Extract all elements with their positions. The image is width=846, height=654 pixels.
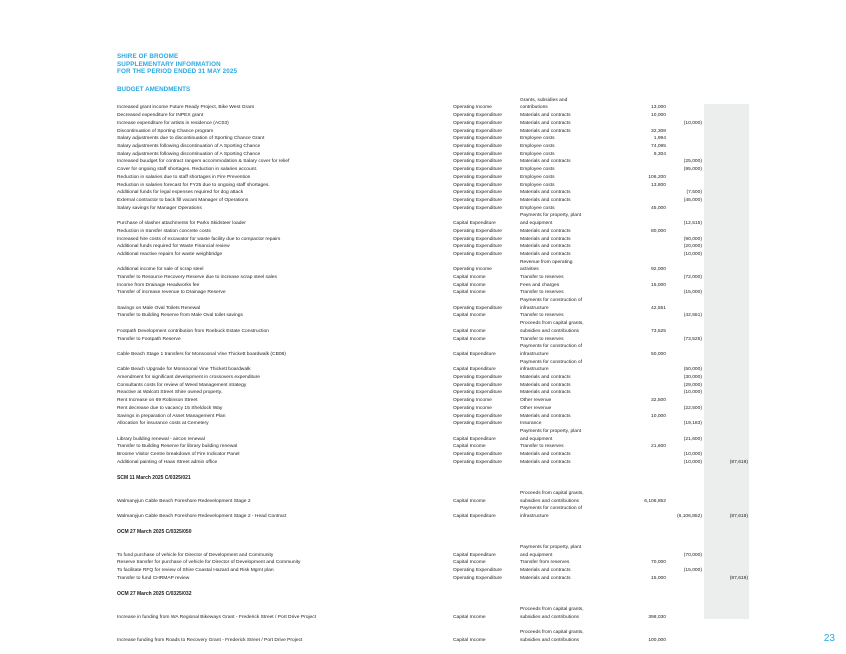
row-description: External contractor to back fill vacant Manager of Operations xyxy=(117,198,249,203)
row-description: Reserve transfer for purchase of vehicle for Director of Development and Community xyxy=(117,560,301,565)
row-nature: Proceeds from capital grants, xyxy=(520,630,584,635)
row-type: Capital Income xyxy=(453,337,486,342)
row-type: Capital Income xyxy=(453,329,486,334)
row-nature: Materials and contracts xyxy=(520,460,571,465)
table-row xyxy=(0,428,846,436)
row-type: Operating Expenditure xyxy=(453,460,502,465)
row-nature: Materials and contracts xyxy=(520,159,571,164)
table-row xyxy=(0,220,846,228)
row-type: Operating Expenditure xyxy=(453,421,502,426)
table-row xyxy=(0,513,846,521)
table-row xyxy=(0,328,846,336)
row-nature: Materials and contracts xyxy=(520,568,571,573)
row-nature: infrastructure xyxy=(520,367,549,372)
row-description: Transfer to Building Reserve from Male Oval toilet savings xyxy=(117,313,243,318)
row-description: Additional funds required for Waste Financial review xyxy=(117,244,230,249)
row-description: Transfer to Footpath Reserve xyxy=(117,337,181,342)
row-description: Broome Visitor Centre breakdown of Fire Indicator Panel xyxy=(117,452,240,457)
row-nature: Materials and contracts xyxy=(520,244,571,249)
row-increase: 106,200 xyxy=(648,175,666,180)
row-nature: Payments for construction of xyxy=(520,298,582,303)
row-decrease: (70,000) xyxy=(683,553,702,558)
row-type: Operating Expenditure xyxy=(453,383,502,388)
row-nature: activities xyxy=(520,267,539,272)
row-type: Capital Income xyxy=(453,283,486,288)
row-description: Rent decrease due to vacancy 15 Sheldock Way xyxy=(117,406,223,411)
row-nature: and equipment xyxy=(520,437,553,442)
row-nature: Grants, subsidies and xyxy=(520,98,568,103)
row-decrease: (10,000) xyxy=(683,460,702,465)
table-row xyxy=(0,629,846,637)
row-increase: 13,000 xyxy=(651,105,666,110)
row-increase: 21,600 xyxy=(651,444,666,449)
table-row xyxy=(0,189,846,197)
row-nature: Revenue from operating xyxy=(520,260,573,265)
table-row xyxy=(0,174,846,182)
row-balance: (87,619) xyxy=(729,460,748,465)
table-row xyxy=(0,158,846,166)
row-nature: Insurance xyxy=(520,421,542,426)
row-type: Capital Income xyxy=(453,615,486,620)
row-decrease: (73,525) xyxy=(683,337,702,342)
row-nature: Materials and contracts xyxy=(520,121,571,126)
row-type: Capital Income xyxy=(453,313,486,318)
row-description: Additional funds for legal expenses required for dog attack xyxy=(117,190,244,195)
row-nature: Transfer to reserves xyxy=(520,337,564,342)
row-decrease: (19,183) xyxy=(683,421,702,426)
table-row xyxy=(0,443,846,451)
section-heading-row xyxy=(0,528,846,536)
row-increase: 80,000 xyxy=(651,229,666,234)
row-increase: 45,000 xyxy=(651,206,666,211)
report-period: FOR THE PERIOD ENDED 31 MAY 2025 xyxy=(117,68,238,76)
row-decrease: (7,500) xyxy=(686,190,702,195)
table-row xyxy=(0,312,846,320)
row-description: Transfer to Building Reserve for library building renewal xyxy=(117,444,238,449)
row-nature: Employee costs xyxy=(520,152,555,157)
row-description: Increase expenditure for artists in residence (AC03) xyxy=(117,121,229,126)
table-row xyxy=(0,374,846,382)
row-description: Transfer of increase revenue to Drainage Reserve xyxy=(117,290,226,295)
row-nature: Proceeds from capital grants, xyxy=(520,491,584,496)
table-row xyxy=(0,567,846,575)
row-description: Reactive at Walcott Street Shire owned property. xyxy=(117,390,223,395)
row-increase: 32,500 xyxy=(651,398,666,403)
row-decrease: (90,000) xyxy=(683,237,702,242)
table-row xyxy=(0,614,846,622)
page-number: 23 xyxy=(823,633,835,644)
row-decrease: (25,000) xyxy=(683,159,702,164)
row-type: Operating Expenditure xyxy=(453,121,502,126)
table-row xyxy=(0,343,846,351)
row-type: Operating Expenditure xyxy=(453,244,502,249)
row-type: Operating Expenditure xyxy=(453,252,502,257)
row-type: Operating Expenditure xyxy=(453,152,502,157)
table-row xyxy=(0,544,846,552)
table-row xyxy=(0,606,846,614)
row-nature: Payments for property, plant xyxy=(520,429,582,434)
row-decrease: (15,000) xyxy=(683,290,702,295)
table-row xyxy=(0,143,846,151)
row-description: Additional painting of Haas Street admin office xyxy=(117,460,218,465)
row-type: Operating Expenditure xyxy=(453,229,502,234)
row-increase: 10,000 xyxy=(651,414,666,419)
row-increase: 70,000 xyxy=(651,560,666,565)
row-nature: Fees and charges xyxy=(520,283,560,288)
row-description: Income from Drainage Headworks fee xyxy=(117,283,200,288)
row-nature: infrastructure xyxy=(520,306,549,311)
row-description: Walmanyjun Cable Beach Foreshore Redevelopment Stage 2 xyxy=(117,499,251,504)
row-increase: 15,000 xyxy=(651,283,666,288)
row-description: Consultants costs for review of Weed Management strategy xyxy=(117,383,247,388)
row-decrease: (42,551) xyxy=(683,313,702,318)
row-nature: Employee costs xyxy=(520,136,555,141)
row-description: Increase funding from Roads to Recovery Grant - Frederick Street / Port Drive Project xyxy=(117,638,303,643)
row-description: Salary adjustments following discontinuation of A Sporting Chance xyxy=(117,144,261,149)
row-description: Savings in preparation of Asset Management Plan xyxy=(117,414,226,419)
row-description: Amendment for significant development in crossovers expenditure xyxy=(117,375,260,380)
row-type: Operating Income xyxy=(453,406,492,411)
table-row xyxy=(0,505,846,513)
row-decrease: (72,000) xyxy=(683,275,702,280)
row-nature: Materials and contracts xyxy=(520,229,571,234)
row-increase: 15,000 xyxy=(651,576,666,581)
row-description: OCM 27 March 2025 C/0325/032 xyxy=(117,591,192,597)
row-increase: 74,095 xyxy=(651,144,666,149)
report-title: SUPPLEMENTARY INFORMATION xyxy=(117,60,221,68)
row-description: To facilitate RFQ for review of Shire Coastal Hazard and Risk Mgmt plan xyxy=(117,568,274,573)
row-decrease: (10,000) xyxy=(683,452,702,457)
row-nature: Employee costs xyxy=(520,183,555,188)
row-nature: Materials and contracts xyxy=(520,452,571,457)
row-description: Purchase of slasher attachments for Parks Skidsteer loader xyxy=(117,221,246,226)
table-row xyxy=(0,266,846,274)
row-increase: 50,000 xyxy=(651,352,666,357)
row-type: Operating Expenditure xyxy=(453,390,502,395)
row-balance: (87,619) xyxy=(729,576,748,581)
row-description: Savings on Male Oval Toilets Renewal xyxy=(117,306,201,311)
row-decrease: (15,000) xyxy=(683,568,702,573)
row-nature: Materials and contracts xyxy=(520,576,571,581)
row-description: Cable Beach Stage 1 transfers for Monsoonal Vine Thickett boardwalk (CB08) xyxy=(117,352,286,357)
row-description: Reduction in salaries forecast for FY25 due to ongoing staff shortages. xyxy=(117,183,270,188)
row-type: Capital Expenditure xyxy=(453,437,496,442)
row-type: Operating Expenditure xyxy=(453,183,502,188)
row-nature: Materials and contracts xyxy=(520,129,571,134)
row-type: Operating Expenditure xyxy=(453,190,502,195)
row-nature: Materials and contracts xyxy=(520,252,571,257)
row-nature: Other revenue xyxy=(520,398,552,403)
row-nature: Payments for construction of xyxy=(520,506,582,511)
row-nature: Proceeds from capital grants, xyxy=(520,607,584,612)
table-row xyxy=(0,405,846,413)
row-description: Additional income for sale of scrap steel xyxy=(117,267,204,272)
table-row xyxy=(0,351,846,359)
row-type: Capital Income xyxy=(453,560,486,565)
row-increase: 10,000 xyxy=(651,113,666,118)
row-nature: Transfer to reserves xyxy=(520,444,564,449)
row-description: Cable Beach Upgrade for Monsoonal Vine Thickett boardwalk xyxy=(117,367,251,372)
row-increase: 6,106,852 xyxy=(644,499,666,504)
row-description: OCM 27 March 2025 C/0325/050 xyxy=(117,529,192,535)
table-row xyxy=(0,251,846,259)
row-nature: Payments for construction of xyxy=(520,360,582,365)
row-type: Operating Expenditure xyxy=(453,306,502,311)
row-nature: Materials and contracts xyxy=(520,190,571,195)
table-row xyxy=(0,559,846,567)
row-nature: Proceeds from capital grants, xyxy=(520,321,584,326)
row-type: Capital Expenditure xyxy=(453,367,496,372)
row-type: Operating Expenditure xyxy=(453,136,502,141)
row-description: Salary savings for Manager Operations xyxy=(117,206,202,211)
org-name: SHIRE OF BROOME xyxy=(117,53,179,60)
row-nature: Employee costs xyxy=(520,144,555,149)
row-nature: Employee costs xyxy=(520,175,555,180)
table-row xyxy=(0,459,846,467)
row-nature: Transfer from reserves xyxy=(520,560,570,565)
row-nature: subsidies and contributions xyxy=(520,329,579,334)
row-description: Decreased expenditure for INPEX grant xyxy=(117,113,204,118)
table-row xyxy=(0,228,846,236)
row-increase: 73,525 xyxy=(651,329,666,334)
table-row xyxy=(0,120,846,128)
row-description: Cover for ongoing staff shortages. Reduction in salaries account. xyxy=(117,167,258,172)
row-nature: and equipment xyxy=(520,221,553,226)
table-row xyxy=(0,420,846,428)
row-decrease: (10,000) xyxy=(683,390,702,395)
row-type: Operating Income xyxy=(453,267,492,272)
row-description: To fund purchase of vehicle for Director of Development and Community xyxy=(117,553,274,558)
row-type: Capital Income xyxy=(453,499,486,504)
row-description: Salary adjustments due to discontinuation of Sporting Chance Grant xyxy=(117,136,265,141)
section-title: BUDGET AMENDMENTS xyxy=(117,86,191,93)
row-nature: Payments for construction of xyxy=(520,344,582,349)
row-description: Increased buudget for contract rangers accommodation & Salary cover for relief xyxy=(117,159,290,164)
row-nature: infrastructure xyxy=(520,352,549,357)
table-row xyxy=(0,389,846,397)
row-nature: Materials and contracts xyxy=(520,375,571,380)
row-decrease: (95,000) xyxy=(683,167,702,172)
table-row xyxy=(0,274,846,282)
row-nature: subsidies and contributions xyxy=(520,638,579,643)
table-row xyxy=(0,135,846,143)
row-nature: Transfer to reserves xyxy=(520,313,564,318)
row-description: Increased grant income Future Ready Project, Bike West Grant xyxy=(117,105,254,110)
table-row xyxy=(0,197,846,205)
row-type: Capital Income xyxy=(453,275,486,280)
row-type: Operating Expenditure xyxy=(453,113,502,118)
row-nature: Payments for property, plant xyxy=(520,545,582,550)
row-type: Operating Expenditure xyxy=(453,167,502,172)
table-row xyxy=(0,166,846,174)
row-nature: Materials and contracts xyxy=(520,237,571,242)
row-description: Reduction in salaries due to staff shortages in Fire Prevention xyxy=(117,175,251,180)
table-row xyxy=(0,397,846,405)
row-description: Reduction in transfer station concrete costs xyxy=(117,229,211,234)
row-type: Operating Expenditure xyxy=(453,568,502,573)
row-nature: Materials and contracts xyxy=(520,383,571,388)
row-nature: Employee costs xyxy=(520,206,555,211)
row-description: Additional reactive repairs for waste weighbridge xyxy=(117,252,223,257)
row-decrease: (30,000) xyxy=(683,375,702,380)
row-type: Operating Income xyxy=(453,105,492,110)
row-decrease: (22,500) xyxy=(683,406,702,411)
table-row xyxy=(0,451,846,459)
row-increase: 398,030 xyxy=(648,615,666,620)
row-nature: Materials and contracts xyxy=(520,390,571,395)
row-nature: and equipment xyxy=(520,553,553,558)
row-nature: Other revenue xyxy=(520,406,552,411)
row-increase: 92,000 xyxy=(651,267,666,272)
row-nature: subsidies and contributions xyxy=(520,499,579,504)
row-description: Footpath Development contribution from Roebuck Estate Construction xyxy=(117,329,269,334)
row-increase: 32,308 xyxy=(651,129,666,134)
row-type: Capital Expenditure xyxy=(453,352,496,357)
row-nature: Payments for property, plant xyxy=(520,213,582,218)
table-row xyxy=(0,366,846,374)
row-type: Operating Expenditure xyxy=(453,206,502,211)
row-type: Capital Income xyxy=(453,444,486,449)
row-type: Operating Expenditure xyxy=(453,375,502,380)
section-heading-row xyxy=(0,590,846,598)
section-heading-row xyxy=(0,474,846,482)
row-description: Transfer to Resource Recovery Reserve due to increase scrap steel sales xyxy=(117,275,277,280)
row-description: Salary adjustments following discontinuation of A Sporting Chance xyxy=(117,152,261,157)
row-decrease: (10,000) xyxy=(683,121,702,126)
table-row xyxy=(0,104,846,112)
row-decrease: (21,600) xyxy=(683,437,702,442)
row-decrease: (6,106,852) xyxy=(676,514,702,519)
row-nature: Employee costs xyxy=(520,167,555,172)
row-type: Capital Income xyxy=(453,638,486,643)
row-type: Operating Expenditure xyxy=(453,237,502,242)
table-row xyxy=(0,212,846,220)
row-type: Operating Expenditure xyxy=(453,452,502,457)
row-nature: Transfer to reserves xyxy=(520,275,564,280)
row-increase: 1,994 xyxy=(653,136,666,141)
row-type: Capital Expenditure xyxy=(453,514,496,519)
row-description: Transfer to fund CHRMAP review xyxy=(117,576,190,581)
row-description: Increased hire costs of excavator for waste facility due to compactor repairs xyxy=(117,237,281,242)
row-nature: Transfer to reserves xyxy=(520,290,564,295)
row-nature: Materials and contracts xyxy=(520,113,571,118)
table-row xyxy=(0,637,846,645)
row-nature: contributions xyxy=(520,105,548,110)
row-increase: 42,551 xyxy=(651,306,666,311)
row-type: Operating Expenditure xyxy=(453,159,502,164)
row-type: Operating Expenditure xyxy=(453,198,502,203)
row-type: Operating Expenditure xyxy=(453,414,502,419)
row-decrease: (29,000) xyxy=(683,383,702,388)
table-row xyxy=(0,320,846,328)
table-row xyxy=(0,575,846,583)
row-type: Capital Expenditure xyxy=(453,553,496,558)
row-description: Rent Increase on 69 Robinson Street xyxy=(117,398,198,403)
table-row xyxy=(0,243,846,251)
row-decrease: (20,000) xyxy=(683,244,702,249)
row-decrease: (10,000) xyxy=(683,252,702,257)
row-nature: subsidies and contributions xyxy=(520,615,579,620)
row-type: Operating Income xyxy=(453,398,492,403)
row-decrease: (12,515) xyxy=(683,221,702,226)
row-description: SCM 11 March 2025 C/0325/021 xyxy=(117,475,191,481)
row-type: Operating Expenditure xyxy=(453,175,502,180)
row-type: Operating Expenditure xyxy=(453,576,502,581)
row-decrease: (50,000) xyxy=(683,367,702,372)
row-type: Operating Expenditure xyxy=(453,129,502,134)
row-description: Allocation for insurance costs at Cemetery xyxy=(117,421,209,426)
row-nature: Materials and contracts xyxy=(520,414,571,419)
row-type: Capital Income xyxy=(453,290,486,295)
table-row xyxy=(0,297,846,305)
row-description: Walmanyjun Cable Beach Foreshore Redevelopment Stage 2 - Head Contract xyxy=(117,514,287,519)
row-increase: 9,304 xyxy=(653,152,666,157)
table-row xyxy=(0,490,846,498)
row-type: Operating Expenditure xyxy=(453,144,502,149)
row-description: Discontinuation of Sporting Chance program xyxy=(117,129,214,134)
table-row xyxy=(0,289,846,297)
row-nature: Materials and contracts xyxy=(520,198,571,203)
row-increase: 100,000 xyxy=(648,638,666,643)
row-description: Increase in funding from WA Regional Bikeways Grant - Frederick Street / Port Drive Project xyxy=(117,615,317,620)
row-nature: infrastructure xyxy=(520,514,549,519)
table-row xyxy=(0,112,846,120)
row-balance: (87,619) xyxy=(729,514,748,519)
row-increase: 13,800 xyxy=(651,183,666,188)
row-description: Library building renewal - aircon renewal xyxy=(117,437,205,442)
row-type: Capital Expenditure xyxy=(453,221,496,226)
row-decrease: (45,000) xyxy=(683,198,702,203)
